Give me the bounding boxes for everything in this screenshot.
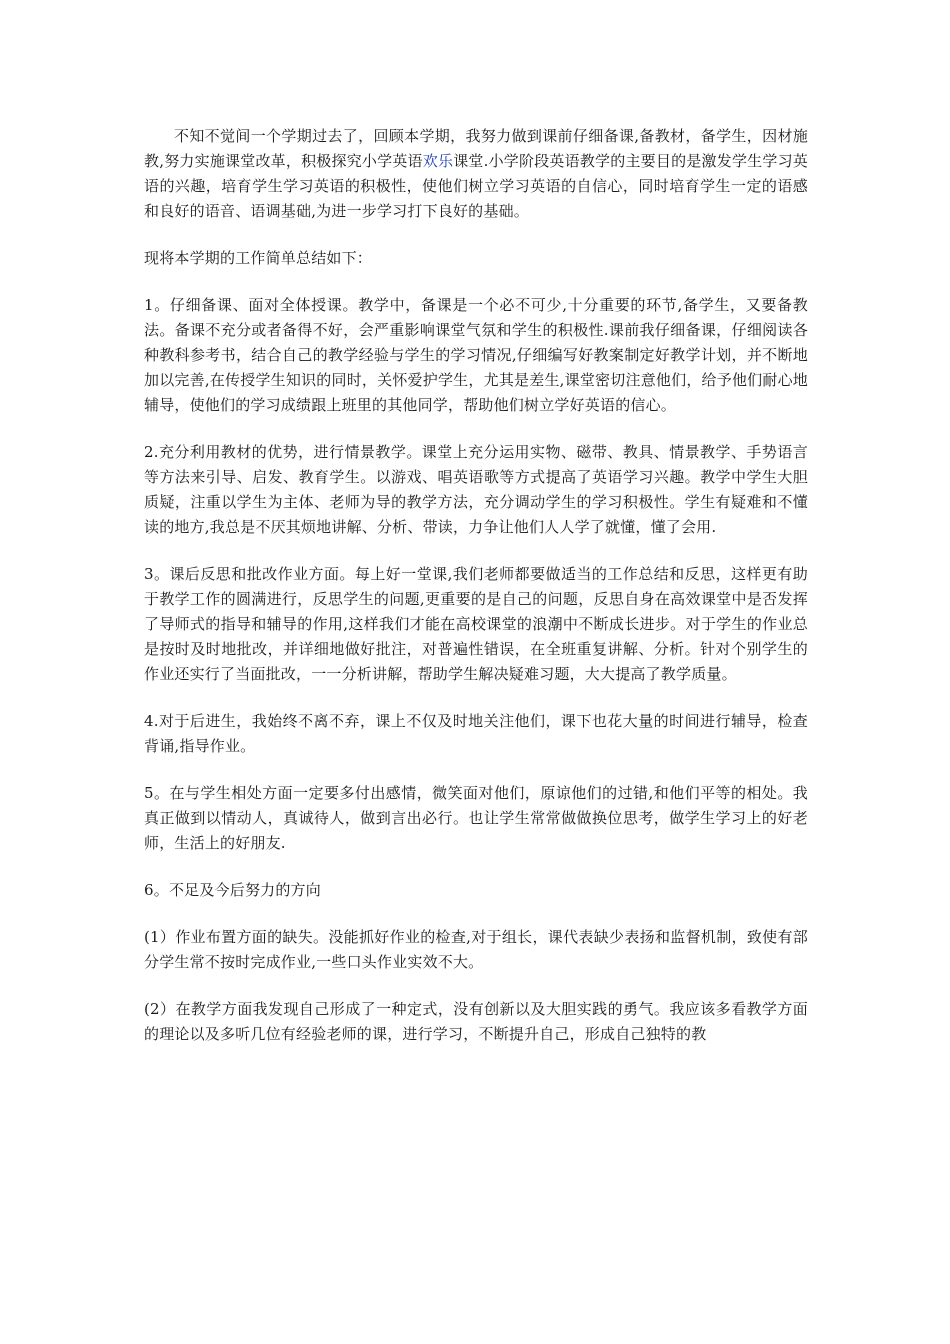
shortcoming-2-paragraph: (2）在教学方面我发现自己形成了一种定式，没有创新以及大胆实践的勇气。我应该多看教学方面的理论以及多听几位有经验老师的课，进行学习，不断提升自己，形成自己独特的教: [144, 1000, 808, 1043]
shortcoming-1-paragraph: (1）作业布置方面的缺失。没能抓好作业的检查,对于组长，课代表缺少表扬和监督机制，致使有部分学生常不按时完成作业,一些口头作业实效不大。: [144, 928, 808, 971]
section-1-paragraph: 1。仔细备课、面对全体授课。教学中，备课是一个必不可少,十分重要的环节,备学生，又要备教法。备课不充分或者备得不好，会严重影响课堂气氛和学生的积极性.课前我仔细备课，仔细阅读各种教科参考书，结合自己的教学经验与学生的学习情况,仔细编写好教案制定好教学计划，并不断地加以完善,在传授学生知识的同时，关怀爱护学生，尤其是差生,课堂密切注意他们，给予他们耐心地辅导，使他们的学习成绩跟上班里的其他同学，帮助他们树立学好英语的信心。: [144, 296, 808, 414]
intro-text-after-link: 课堂.小学阶段英语教学的主要目的是激发学生学习英语的兴趣，培育学生学习英语的积极性，使他们树立学习英语的自信心，同时培育学生一定的语感和良好的语音、语调基础,为进一步学习打下良好的基础。: [144, 152, 808, 220]
document-body: [144, 124, 808, 1069]
section-5-paragraph: 5。在与学生相处方面一定要多付出感情，微笑面对他们，原谅他们的过错,和他们平等的相处。我真正做到以情动人，真诚待人，做到言出必行。也让学生常常做做换位思考，做学生学习上的好老师，生活上的好朋友.: [144, 784, 808, 852]
section-4-paragraph: 4.对于后进生，我始终不离不弃，课上不仅及时地关注他们，课下也花大量的时间进行辅导，检查背诵,指导作业。: [144, 712, 808, 755]
intro-text-before-link: 不知不觉间一个学期过去了，回顾本学期，我努力做到课前仔细备课,备教材，备学生，因材施教,努力实施课堂改革，积极探究小学英语: [144, 127, 808, 170]
section-2-paragraph: 2.充分利用教材的优势，进行情景教学。课堂上充分运用实物、磁带、教具、情景教学、手势语言等方法来引导、启发、教育学生。以游戏、唱英语歌等方式提高了英语学习兴趣。教学中学生大胆质疑，注重以学生为主体、老师为导的教学方法，充分调动学生的学习积极性。学生有疑难和不懂读的地方,我总是不厌其烦地讲解、分析、带读，力争让他们人人学了就懂，懂了会用.: [144, 443, 808, 536]
summary-lead: 现将本学期的工作简单总结如下：: [144, 249, 373, 267]
shortcomings-heading: 6。不足及今后努力的方向: [144, 881, 321, 899]
section-3-paragraph: 3。课后反思和批改作业方面。每上好一堂课,我们老师都要做适当的工作总结和反思，这样更有助于教学工作的圆满进行，反思学生的问题,更重要的是自己的问题，反思自身在高效课堂中是否发挥了导师式的指导和辅导的作用,这样我们才能在高校课堂的浪潮中不断成长进步。对于学生的作业总是按时及时地批改，并详细地做好批注，对普遍性错误，在全班重复讲解、分析。针对个别学生的作业还实行了当面批改，一一分析讲解，帮助学生解决疑难习题，大大提高了教学质量。: [144, 565, 808, 683]
intro-link-huanle[interactable]: 欢乐: [422, 152, 454, 170]
intro-paragraph: [144, 124, 808, 224]
